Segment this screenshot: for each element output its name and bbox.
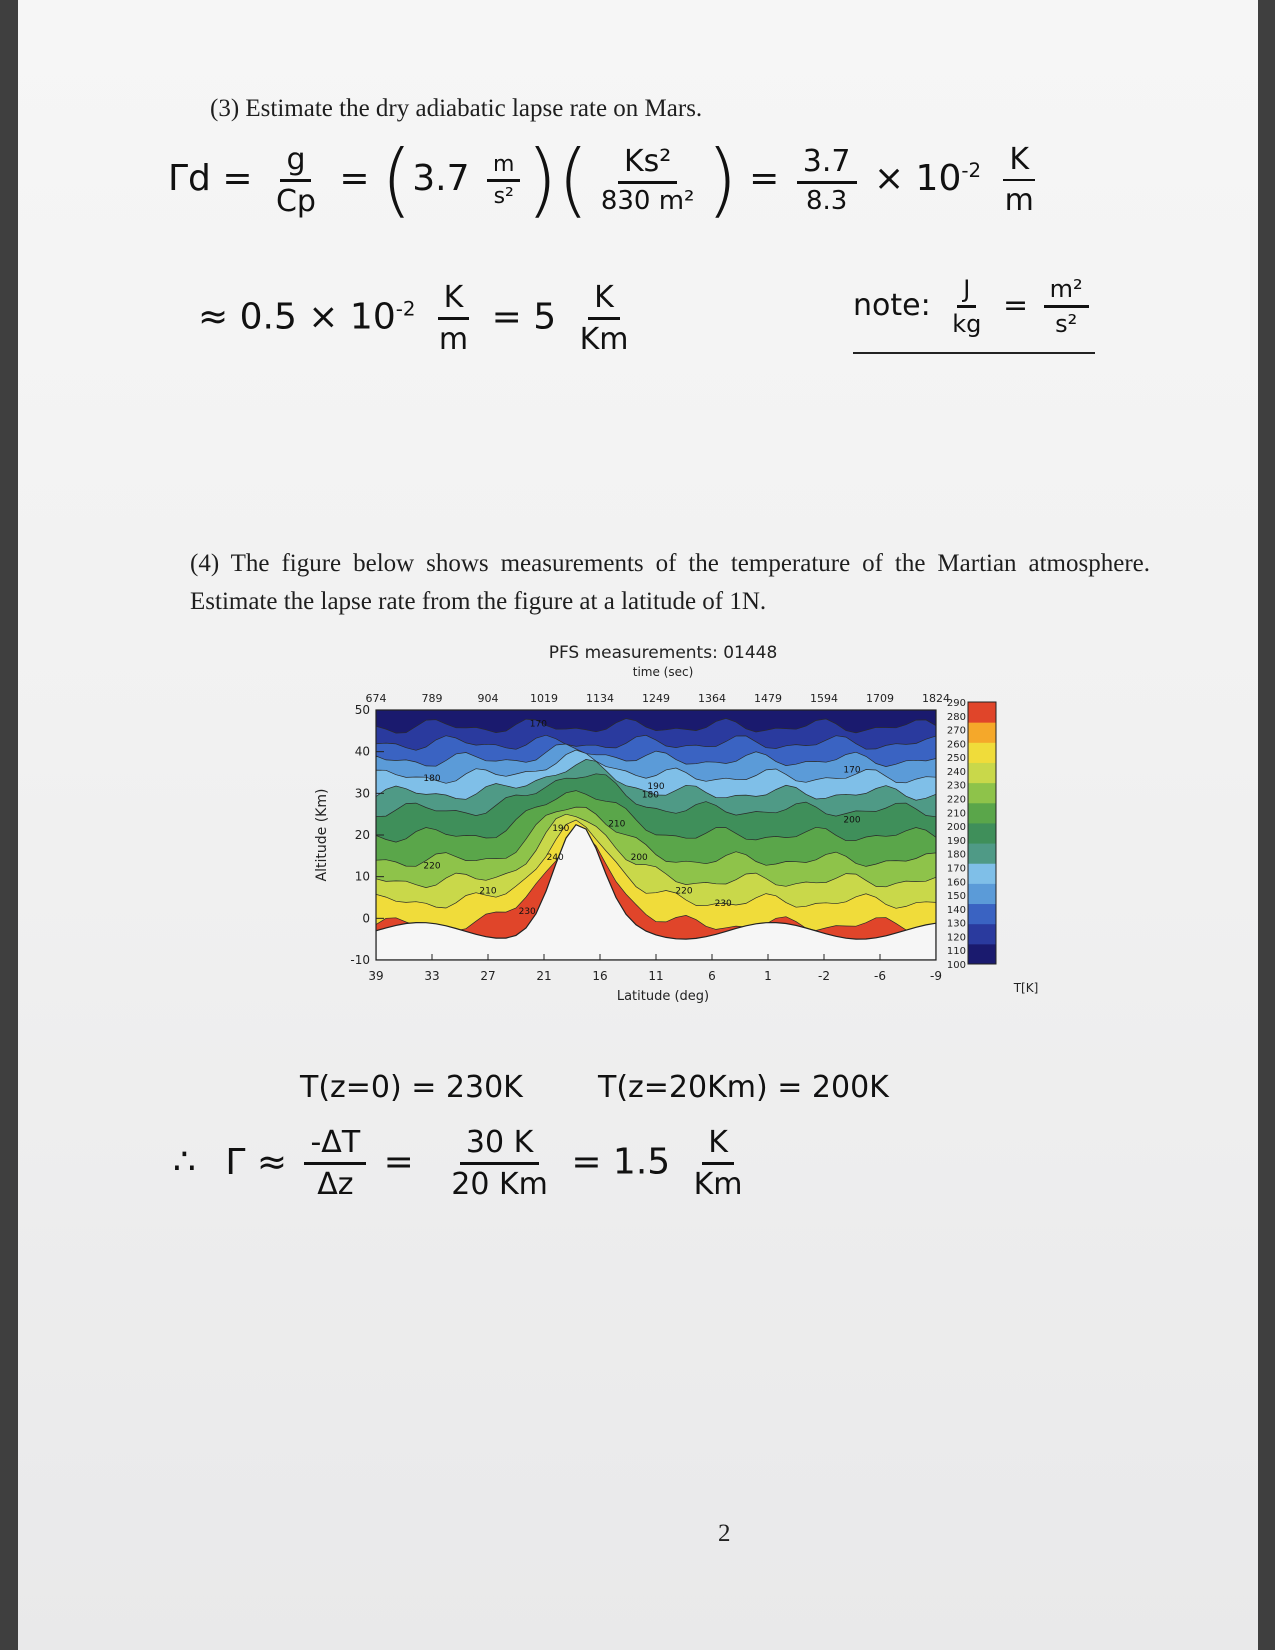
colorbar-tick-label: 150 — [946, 891, 966, 903]
colorbar-tick-label: 240 — [946, 766, 966, 778]
chart-title: PFS measurements: 01448 — [548, 643, 778, 663]
contour-label: 170 — [843, 765, 861, 776]
top-tick-label: 1824 — [922, 692, 950, 705]
colorbar-tick-label: 140 — [946, 904, 966, 916]
q3-equation-line2: ≈ $0.5 \times 10^{-2}$ $\frac{K}{m}$ = 5 $\frac{K}{Km}$ — [198, 280, 629, 357]
x-tick-label: 6 — [708, 969, 716, 983]
gamma-d: Γd = — [168, 158, 253, 199]
top-tick-label: 1594 — [810, 692, 838, 705]
x-tick-label: 27 — [480, 969, 496, 983]
x-axis-label: Latitude (deg) — [616, 989, 710, 1004]
colorbar-tick-label: 290 — [946, 698, 966, 709]
x-tick-label: -2 — [818, 969, 830, 983]
x-tick-label: -6 — [874, 969, 886, 983]
top-tick-label: 1479 — [754, 692, 782, 705]
colorbar-tick-label: 260 — [946, 739, 966, 751]
colorbar-swatch — [968, 863, 996, 884]
contour-label: 190 — [647, 782, 665, 793]
y-tick-label: 40 — [354, 744, 370, 759]
top-tick-label: 674 — [365, 692, 387, 705]
m-over-s2: $\frac{m}{\text{s²}}$ — [487, 152, 520, 209]
top-tick-label: 1134 — [586, 692, 614, 705]
contour-label: 230 — [714, 898, 732, 909]
question-4-prompt: (4) The figure below shows measurements of the temperature of the Martian atmosphere. Estimate the lapse rate from the figure at a latitude of 1N. — [190, 550, 1150, 615]
y-tick-label: 30 — [354, 786, 370, 801]
colorbar-swatch — [968, 924, 996, 945]
paper-sheet — [18, 0, 1258, 1650]
colorbar-tick-label: 220 — [946, 794, 966, 806]
t-20km: T(z=20Km) = 200K — [598, 1070, 889, 1105]
colorbar-swatch — [968, 722, 996, 743]
top-tick-label: 789 — [421, 692, 443, 705]
colorbar-tick-label: 200 — [946, 822, 966, 834]
colorbar-tick-label: 130 — [946, 918, 966, 930]
top-tick-label: 1019 — [530, 692, 558, 705]
colorbar-swatch — [968, 742, 996, 763]
colorbar-tick-label: 120 — [946, 932, 966, 944]
colorbar-swatch — [968, 823, 996, 844]
ks2-over-830m2: $\frac{\text{Ks²}}{\text{830 m²}}$ — [600, 144, 695, 216]
colorbar-label: T[K] — [1013, 981, 1039, 995]
unit-note: note: $\frac{J}{kg}$ = $\frac{\text{m²}}{\text{s²}}$ — [853, 275, 1095, 354]
colorbar-tick-label: 280 — [946, 711, 966, 723]
colorbar-swatch — [968, 944, 996, 965]
contour-label: 200 — [630, 853, 648, 863]
colorbar-swatch — [968, 803, 996, 824]
contour-label: 240 — [546, 853, 564, 863]
colorbar-tick-label: 250 — [946, 753, 966, 765]
x-tick-label: 33 — [424, 969, 440, 983]
colorbar-tick-label: 210 — [946, 808, 966, 820]
temperature-bands — [376, 694, 936, 960]
page-number: 2 — [718, 1520, 731, 1547]
contour-label: 220 — [423, 861, 441, 872]
colorbar-tick-label: 190 — [946, 835, 966, 847]
q3-equation-line1: Γd = $\frac{g}{Cp}$ = (3.7 $\frac{m}{\text{s²}}$ )( $\frac{\text{Ks²}}{\text{830 m²}}$ ) = $\frac{3.7}{8.3}$ × $10^{-2}$ $\frac{K}{m}$ — [168, 140, 1046, 220]
temperature-contour-chart — [308, 643, 1108, 1070]
x-tick-label: 11 — [648, 969, 664, 983]
colorbar-tick-label: 110 — [946, 946, 966, 958]
t-surface: T(z=0) = 230K — [300, 1070, 523, 1105]
k-over-m: $\frac{K}{m}$ — [1004, 142, 1034, 218]
question-3-prompt: (3) Estimate the dry adiabatic lapse rate on Mars. — [210, 95, 703, 122]
top-axis-label: time (sec) — [632, 665, 694, 679]
colorbar-swatch — [968, 843, 996, 864]
colorbar-swatch — [968, 702, 996, 723]
colorbar-tick-label: 270 — [946, 725, 966, 737]
colorbar-swatch — [968, 904, 996, 925]
colorbar-tick-label: 170 — [946, 863, 966, 875]
contour-label: 180 — [641, 790, 659, 801]
colorbar-swatch — [968, 883, 996, 904]
y-tick-label: 20 — [354, 828, 370, 842]
contour-label: 230 — [518, 907, 536, 918]
contour-label: 190 — [552, 823, 570, 834]
contour-label: 220 — [675, 886, 693, 897]
result-fraction: $\frac{3.7}{8.3}$ — [797, 144, 857, 216]
x-tick-label: 21 — [536, 969, 552, 983]
colorbar-tick-label: 230 — [946, 780, 966, 792]
x-tick-label: 39 — [368, 969, 384, 983]
y-tick-label: -10 — [350, 953, 370, 967]
y-axis-label: Altitude (Km) — [314, 788, 330, 882]
contour-label: 180 — [423, 773, 441, 784]
colorbar — [947, 698, 996, 971]
colorbar-tick-label: 100 — [946, 960, 966, 971]
colorbar-swatch — [968, 783, 996, 804]
y-tick-label: 0 — [362, 911, 370, 926]
contour-label: 200 — [843, 815, 861, 826]
contour-label: 170 — [529, 719, 547, 730]
colorbar-tick-label: 160 — [946, 877, 966, 889]
contour-label: 210 — [608, 819, 626, 830]
g-over-cp: $\frac{g}{Cp}$ — [275, 141, 316, 219]
contour-label: 210 — [479, 886, 497, 897]
y-tick-label: 10 — [354, 869, 370, 884]
x-tick-label: 1 — [764, 969, 772, 983]
x-tick-label: 16 — [592, 969, 608, 983]
top-tick-label: 904 — [477, 692, 499, 705]
colorbar-tick-label: 180 — [946, 849, 966, 861]
colorbar-swatch — [968, 762, 996, 783]
plot-area — [376, 694, 936, 960]
y-tick-label: 50 — [354, 703, 370, 717]
top-tick-label: 1364 — [698, 692, 726, 705]
lapse-rate-estimate: ∴ Γ ≈ $\frac{-\Delta T}{\Delta z}$ = $\frac{30 K}{20 Km}$ = 1.5 $\frac{K}{Km}$ — [173, 1125, 743, 1202]
top-tick-label: 1709 — [866, 692, 894, 705]
top-tick-label: 1249 — [642, 692, 670, 705]
x-tick-label: -9 — [930, 969, 942, 983]
